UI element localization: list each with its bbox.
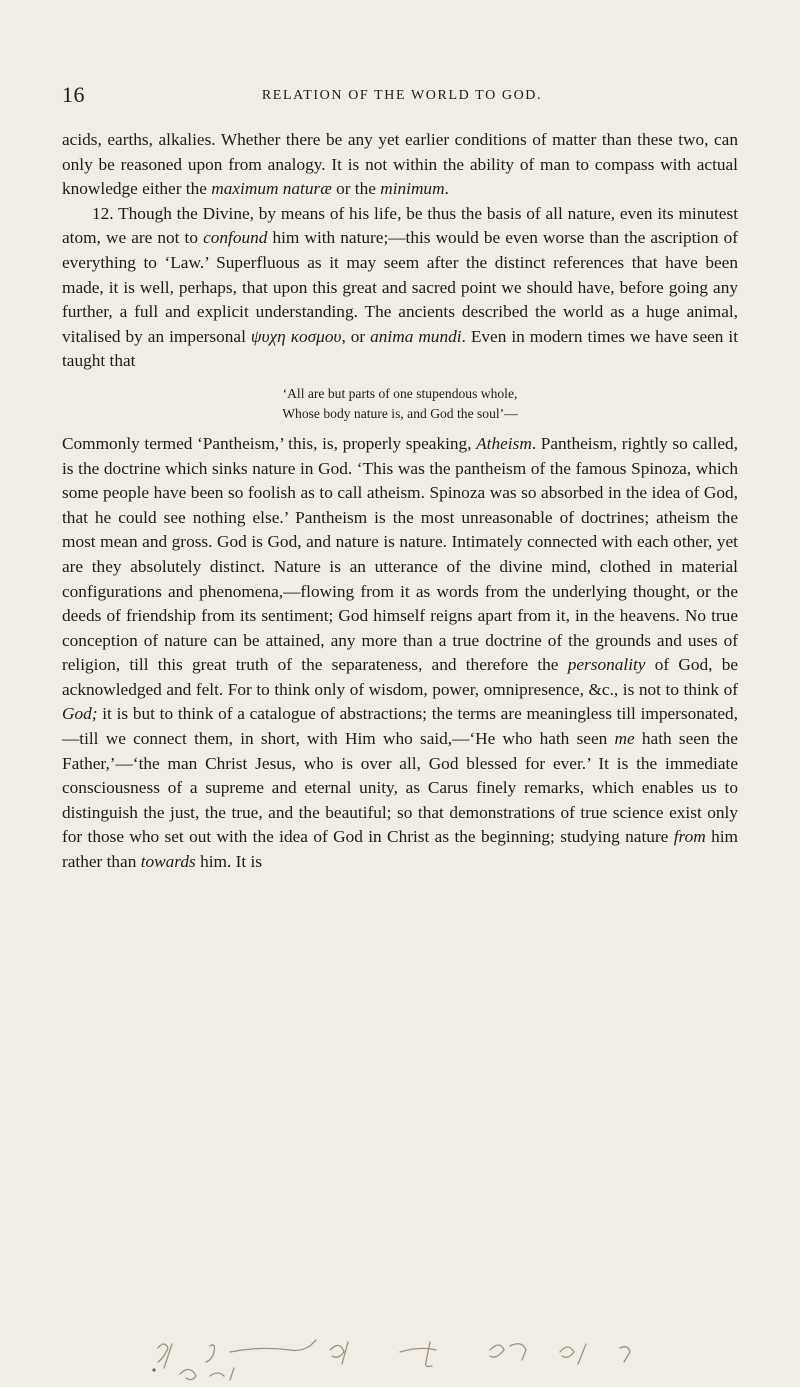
italic-term: from (673, 827, 706, 847)
body-text (62, 128, 738, 875)
text-run: of God, be acknowledged and felt. For to think only of wisdom, power, omnipresence, &c., is not to think of (62, 655, 739, 699)
text-run: or the (331, 179, 381, 199)
text-run: 12. Though the Divine, by means of his life, be thus the basis of all nature, even its minutest atom, we are not to (62, 203, 738, 248)
quote-line-2: Whose body nature is, and God the soul’— (282, 405, 518, 421)
text-run: , or (341, 326, 371, 346)
italic-term: personality (567, 655, 646, 675)
italic-term: maximum naturæ (211, 179, 332, 199)
italic-term: towards (140, 852, 196, 872)
italic-term: me (614, 729, 635, 749)
paragraph-2 (62, 202, 738, 374)
italic-term: anima mundi (370, 326, 462, 346)
paragraph-3 (62, 432, 738, 875)
handwritten-marginalia (150, 1338, 680, 1384)
italic-term: Atheism (476, 433, 532, 453)
text-run: it is but to think of a catalogue of abstractions; the terms are meaningless till impersonated,—till we connect them, in short, with Him who said,—‘He who hath seen (62, 704, 738, 749)
text-run: . Pantheism, rightly so called, is the doctrine which sinks nature in God. ‘This was the pantheism of the famous Spinoza, which some people have been so foolish as to call atheism. Spinoza was so absorbed in the idea of God, that he could see nothing else.’ Pantheism is the most unreasonable of doctrines; atheism the most mean and gross. God is God, and nature is nature. Intimately connected with each other, yet are they absolutely distinct. Nature is an utterance of the divine mind, clothed in material configurations and phenomena,—flowing from it as words from the underlying thought, or the deeds of friendship from its sentiment; God himself reigns apart from it, in the heavens. No true conception of nature can be attained, any more than a true doctrine of the grounds and uses of religion, till this great truth of the separateness, and therefore the (62, 433, 738, 675)
text-run: him with nature;—this would be even worse than the ascription of everything to ‘Law.’ Superfluous as it may seem after the distinct references that have been made, it is well, perhaps, that upon this great and sacred point we should have, before going any further, a full and explicit understanding. The ancients described the world as a huge animal, vitalised by an impersonal (62, 228, 738, 346)
text-run: . (444, 179, 449, 199)
italic-term: confound (203, 228, 268, 248)
greek-phrase: ψυχη κοσμου (250, 326, 342, 346)
text-run: Commonly termed ‘Pantheism,’ this, is, properly speaking, (62, 433, 477, 453)
quote-line-1: ‘All are but parts of one stupendous whole, (282, 385, 518, 401)
text-run: hath seen the Father,’—‘the man Christ Jesus, who is over all, God blessed for ever.’ It is the immediate consciousness of a supreme and eternal unity, as Carus finely remarks, which enables us to distinguish the just, the true, and the beautiful; so that demonstrations of true science exist only for those who set out with the idea of God in Christ as the beginning; studying nature (62, 729, 738, 847)
paragraph-1 (62, 128, 738, 202)
running-head: RELATION OF THE WORLD TO GOD. (261, 88, 543, 103)
page-number: 16 (62, 82, 85, 107)
verse-quotation (62, 384, 738, 424)
text-run: him rather than (62, 827, 738, 872)
text-run: acids, earths, alkalies. Whether there be any yet earlier conditions of matter than these two, can only be reasoned upon from analogy. It is not within the ability of man to compass with actual knowledge either the (62, 130, 738, 199)
text-run: him. It is (195, 852, 262, 872)
italic-term: God; (62, 704, 98, 724)
italic-term: minimum (380, 179, 445, 199)
text-run: . Even in modern times we have seen it taught that (62, 326, 739, 371)
page-header (62, 82, 742, 110)
